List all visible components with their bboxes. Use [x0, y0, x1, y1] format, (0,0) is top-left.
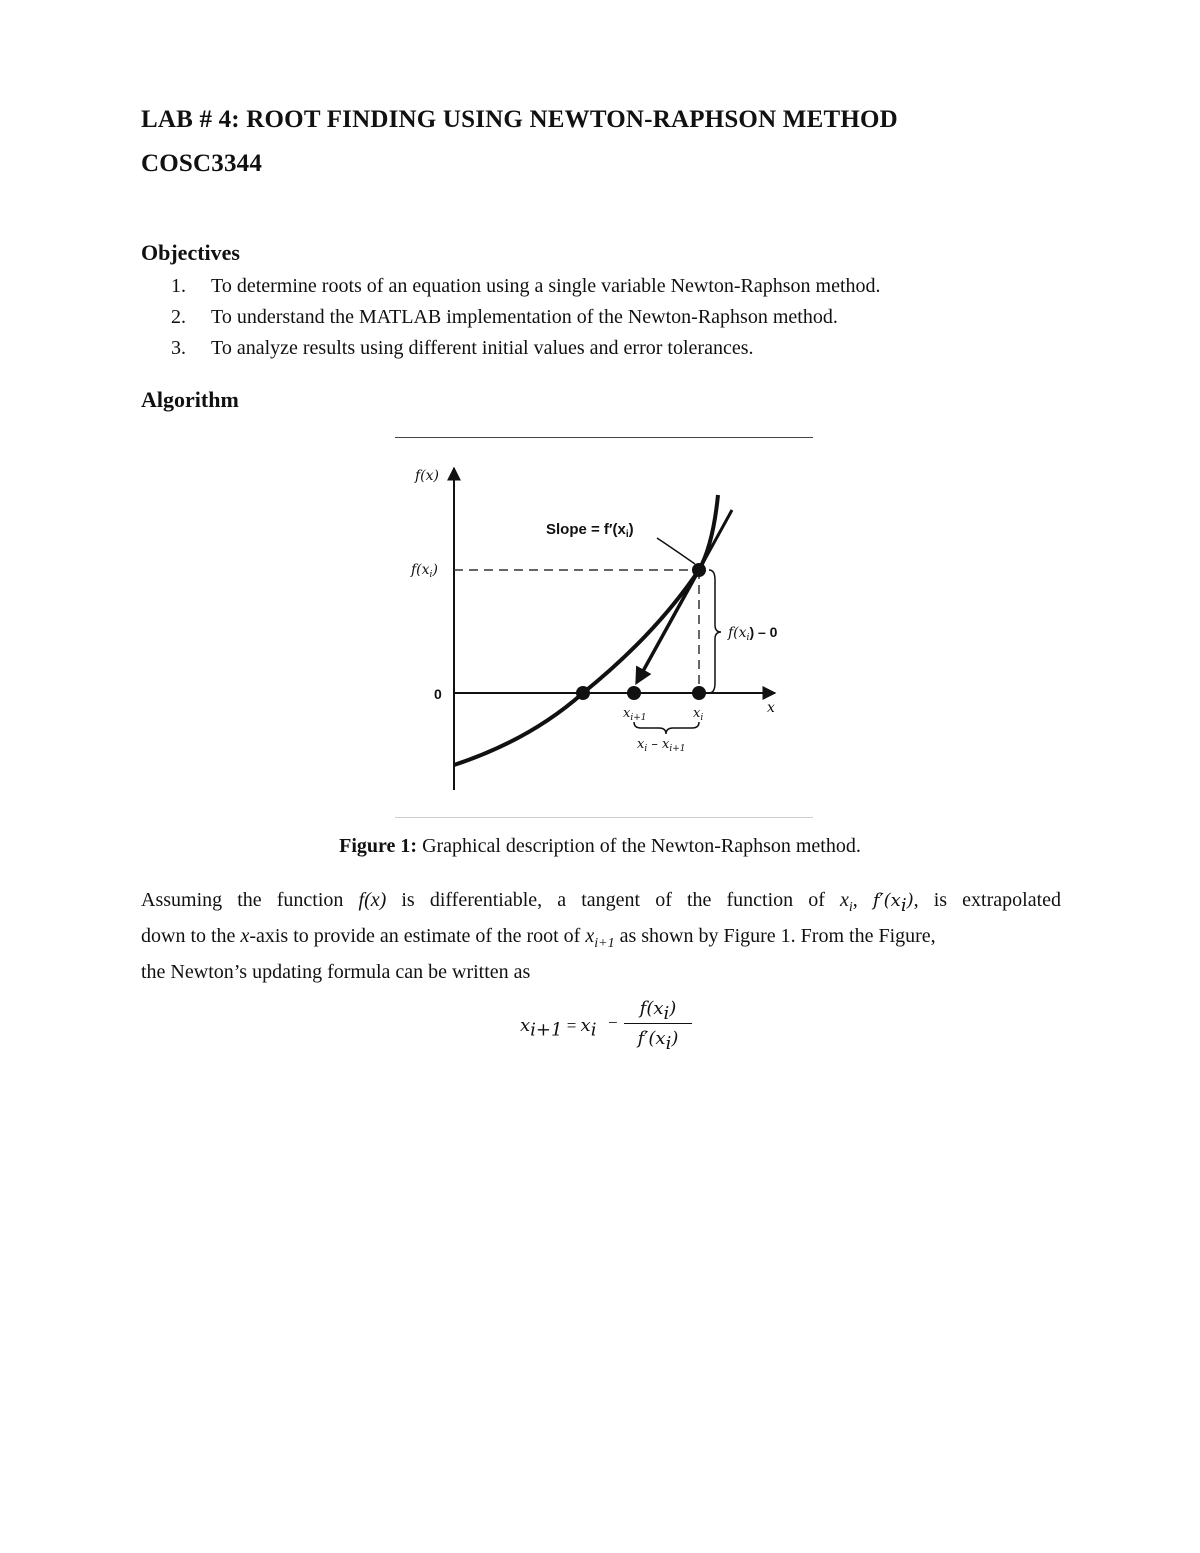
- lab-title: LAB # 4: ROOT FINDING USING NEWTON-RAPHSON METHOD: [141, 106, 898, 133]
- newton-raphson-figure: [395, 450, 813, 805]
- xi-label: $x_i$: [693, 706, 704, 723]
- figure-bottom-rule: [395, 817, 813, 818]
- root-point: [576, 686, 590, 700]
- y-axis-label: f(x): [415, 468, 440, 484]
- slope-label: Slope = $f'(x_i)$: [546, 521, 634, 540]
- objective-number: 1.: [171, 275, 186, 297]
- zero-label: 0: [434, 686, 442, 702]
- paragraph-line-1: Assuming the function f(x) is differentiable, a tangent of the function of $x_i$, $f'(x_i)$, is extrapolated: [141, 889, 1062, 916]
- newton-update-formula: [520, 995, 720, 1065]
- horizontal-brace: [634, 722, 699, 734]
- course-code: COSC3344: [141, 150, 263, 177]
- objective-text: To analyze results using different initial values and error tolerances.: [211, 337, 754, 359]
- paragraph-line-3: the Newton’s updating formula can be written as: [141, 961, 531, 983]
- figure-caption: [0, 835, 1200, 858]
- formula-numerator: $f(x_i)$: [639, 998, 677, 1024]
- fxi-point: [692, 563, 706, 577]
- vertical-brace: [709, 570, 721, 693]
- objective-text: To determine roots of an equation using a single variable Newton-Raphson method.: [211, 275, 881, 297]
- dx-label: $x_i - x_{i+1}$: [637, 737, 686, 754]
- xi1-label: $x_{i+1}$: [623, 706, 647, 723]
- fxi-label: $f(x_i)$: [411, 562, 438, 580]
- xi1-point: [627, 686, 641, 700]
- objectives-heading: Objectives: [141, 240, 240, 265]
- formula-minus: −: [608, 1013, 618, 1032]
- xi-point: [692, 686, 706, 700]
- slope-pointer: [657, 538, 695, 564]
- x-axis-label: x: [767, 700, 775, 716]
- tangent-arrow: [637, 570, 699, 682]
- body-paragraph: [141, 886, 1061, 987]
- figure-top-rule: [395, 437, 813, 438]
- caption-label: Figure 1:: [339, 835, 418, 857]
- paragraph-line-2: down to the x-axis to provide an estimate of the root of $x_{i+1}$ as shown by Figure 1. From the Figure,: [141, 925, 936, 951]
- formula-lhs: $x_{i+1} = x_i$: [520, 1015, 597, 1041]
- objective-number: 3.: [171, 337, 186, 359]
- fraction-bar: [624, 1023, 692, 1024]
- algorithm-heading: Algorithm: [141, 387, 239, 412]
- caption-text: Graphical description of the Newton-Raphson method.: [417, 835, 861, 857]
- objective-text: To understand the MATLAB implementation of the Newton-Raphson method.: [211, 306, 838, 328]
- difference-label: $f(x_i) - 0$: [728, 624, 778, 643]
- objective-number: 2.: [171, 306, 186, 328]
- formula-denominator: $f'(x_i)$: [637, 1028, 679, 1054]
